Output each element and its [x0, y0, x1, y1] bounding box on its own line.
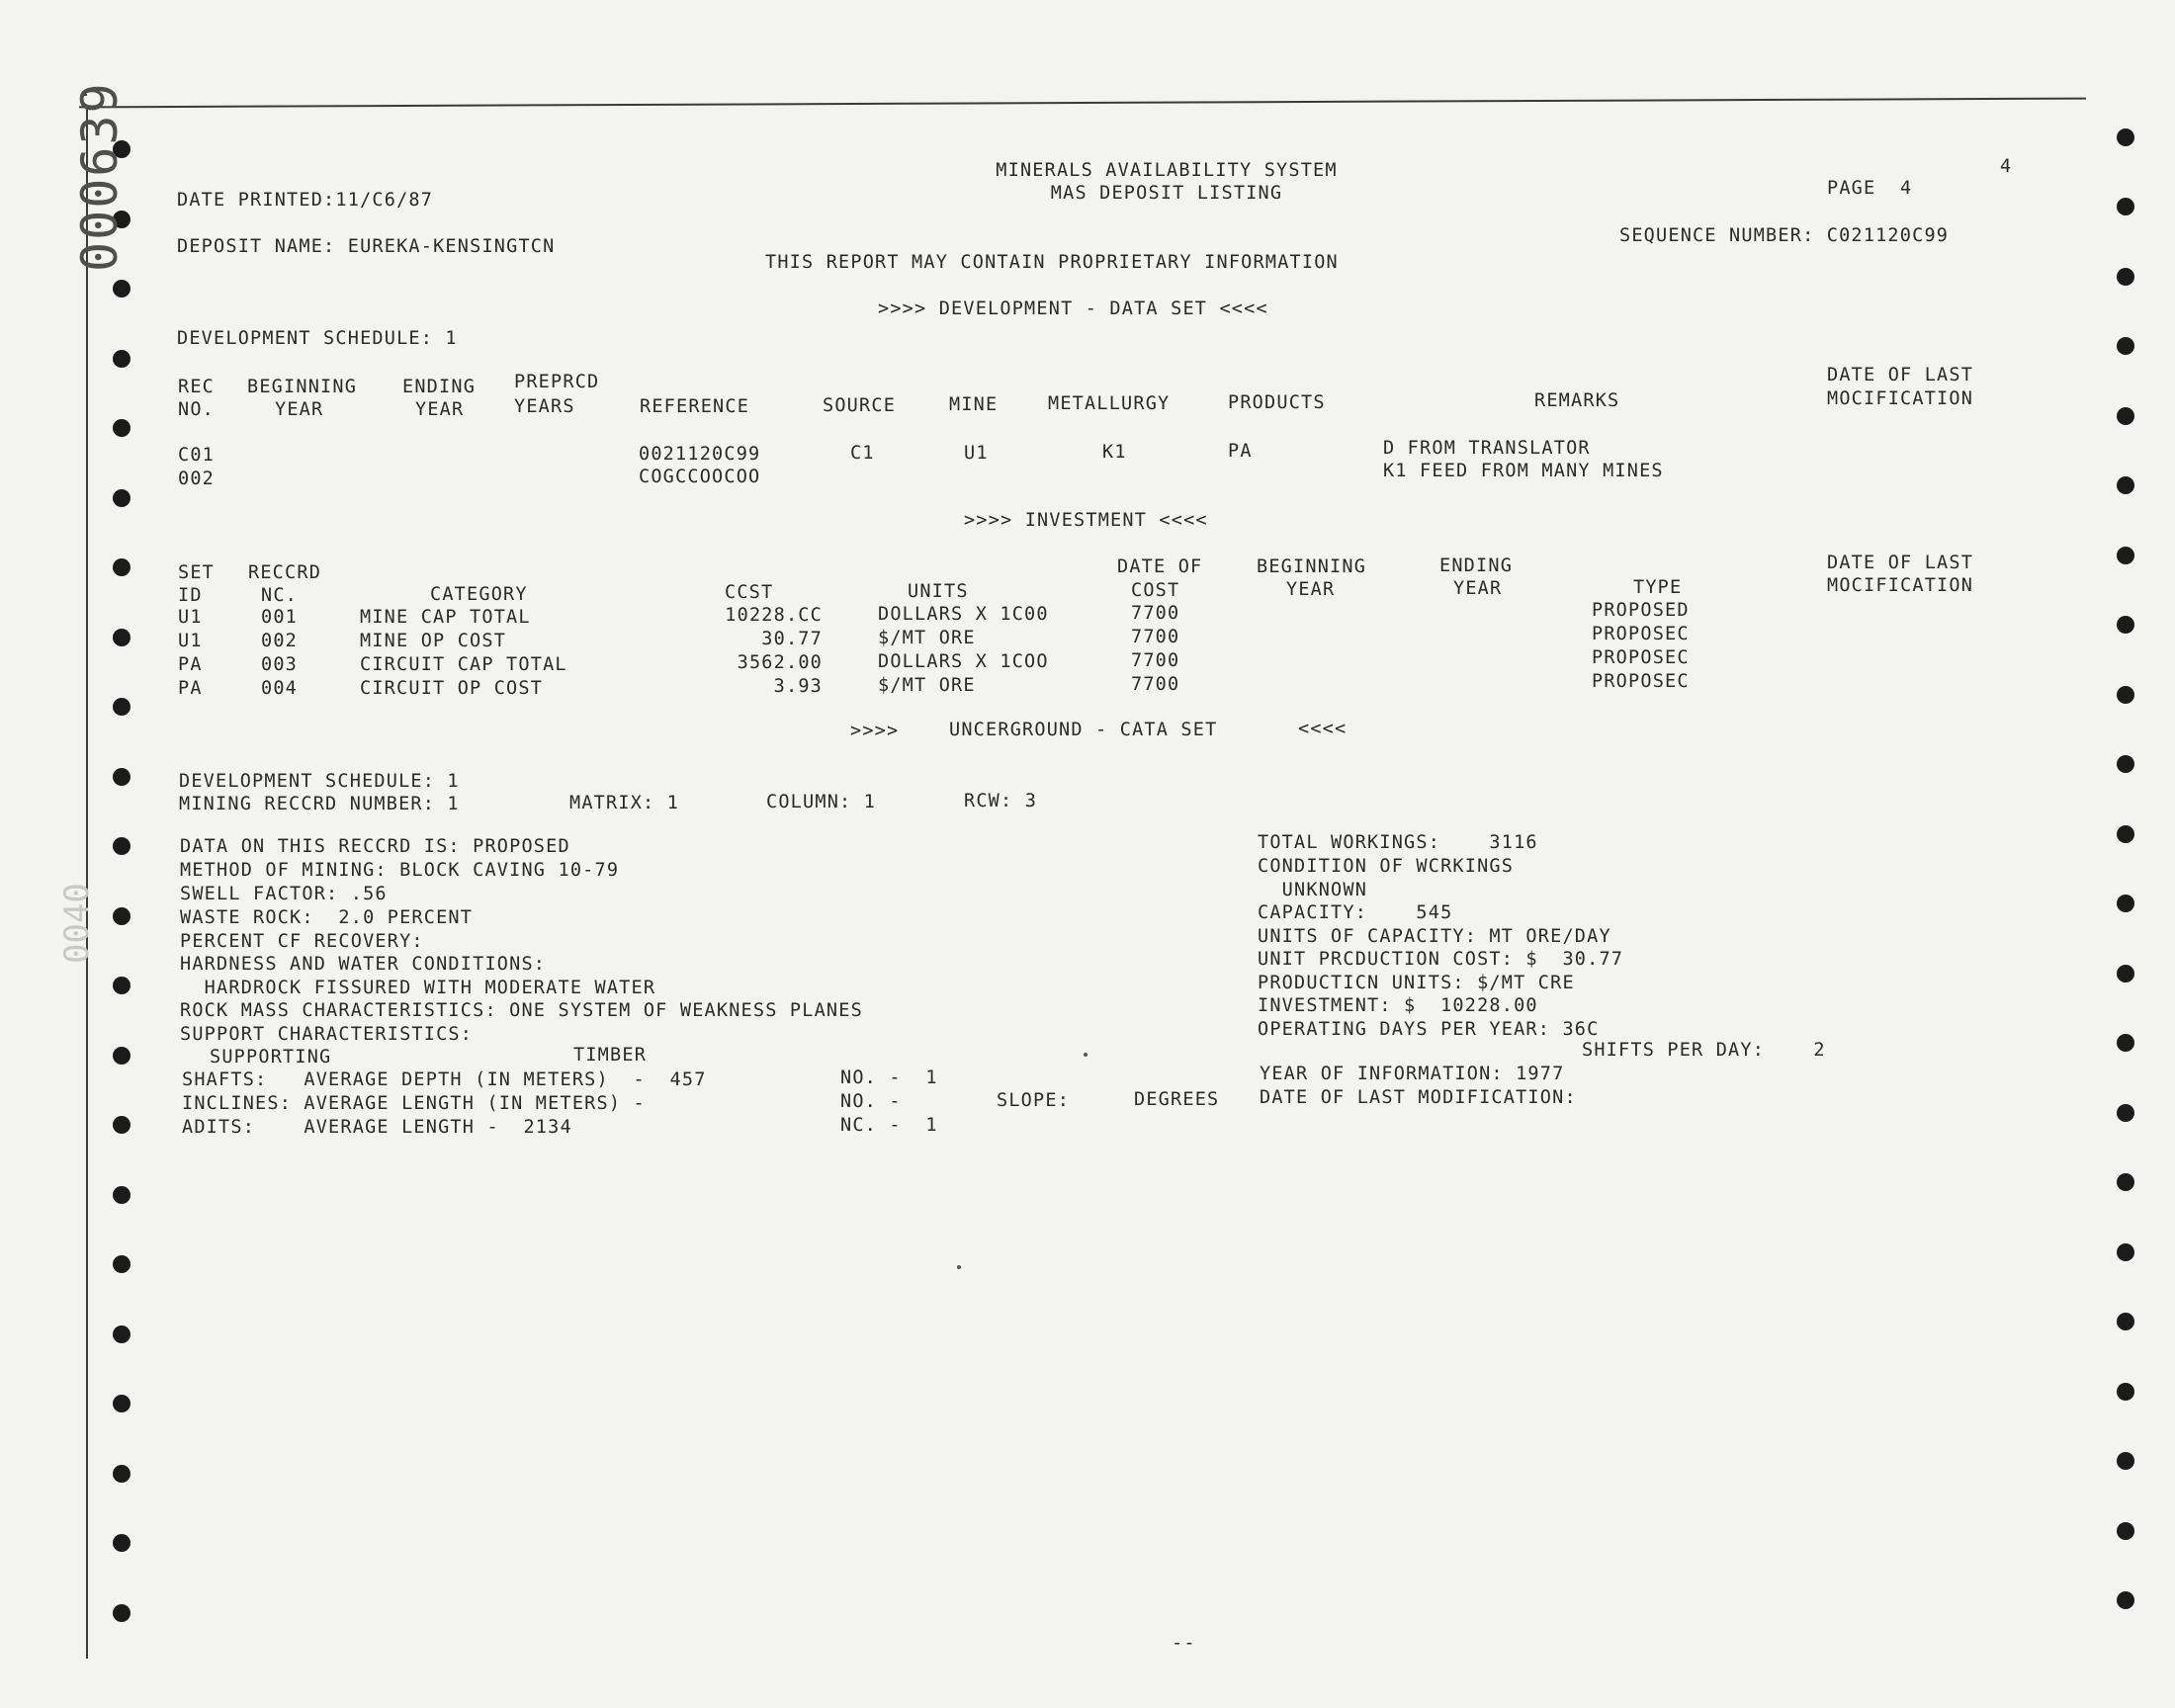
dev-col-reference: REFERENCE [640, 396, 750, 417]
dev-col-ending: ENDING [402, 377, 477, 397]
ug-summary-line: UNITS OF CAPACITY: MT ORE/DAY [1258, 926, 1611, 947]
dev-col-ending: YEAR [415, 399, 465, 420]
tractor-hole [113, 1116, 130, 1134]
ug-detail-line: HARDNESS AND WATER CONDITIONS: [180, 954, 547, 975]
tractor-hole [113, 1395, 130, 1412]
inv-cell-record: 004 [261, 678, 299, 699]
ug-summary-line: PRODUCTICN UNITS: $/MT CRE [1258, 973, 1575, 993]
tractor-hole [113, 1465, 130, 1483]
ug-detail-line: ROCK MASS CHARACTERISTICS: ONE SYSTEM OF WEAKNESS PLANES [180, 1000, 863, 1021]
tractor-hole [2117, 198, 2134, 215]
development-schedule: DEVELOPMENT SCHEDULE: 1 [177, 328, 458, 349]
mining-record-number: MINING RECCRD NUMBER: 1 [179, 794, 460, 814]
inv-cell-type: PROPOSEC [1592, 624, 1690, 644]
underground-section-title: UNCERGROUND - CATA SET [949, 720, 1218, 740]
inv-cell-date-cost: 7700 [1131, 627, 1180, 647]
ug-summary-line: TOTAL WORKINGS: 3116 [1258, 832, 1538, 853]
inv-cell-cost: 30.77 [761, 629, 823, 649]
inv-cell-units: $/MT ORE [878, 628, 976, 648]
tractor-hole [113, 1255, 130, 1273]
underground-title-left: >>>> [850, 721, 900, 741]
tractor-hole [2117, 1522, 2134, 1540]
tractor-hole [113, 698, 130, 716]
underground-title-right: <<<< [1298, 719, 1348, 739]
inv-cell-record: 003 [261, 654, 299, 675]
inv-cell-record: 002 [261, 631, 299, 651]
tractor-hole [2117, 547, 2134, 564]
ug-summary-line: OPERATING DAYS PER YEAR: 36C [1258, 1019, 1600, 1040]
dev-cell-rec: C01 [178, 445, 216, 466]
dev-col-source: SOURCE [823, 395, 897, 416]
inv-col-set: ID [178, 585, 203, 606]
support-label: SUPPORTING [210, 1047, 332, 1068]
inv-cell-type: PROPOSED [1592, 600, 1690, 621]
dev-cell-remarks: K1 FEED FROM MANY MINES [1383, 461, 1664, 481]
inv-cell-units: DOLLARS X 1COO [878, 651, 1049, 672]
inclines-slope: SLOPE: [997, 1090, 1071, 1111]
ug-detail-line: METHOD OF MINING: BLOCK CAVING 10-79 [180, 860, 620, 881]
ug-detail-line: PERCENT CF RECOVERY: [180, 931, 424, 952]
tractor-hole [2117, 1452, 2134, 1470]
dev-col-beginning: BEGINNING [247, 377, 358, 397]
inv-col-cost: CCST [725, 582, 774, 603]
adits-line: ADITS: AVERAGE LENGTH - 2134 [182, 1117, 572, 1138]
dev-col-preprod: PREPRCD [514, 372, 600, 392]
ug-summary-line: CONDITION OF WCRKINGS [1258, 856, 1515, 877]
ug-summary-line: UNIT PRCDUCTION COST: $ 30.77 [1258, 949, 1624, 970]
tractor-hole [113, 768, 130, 786]
inv-col-record: RECCRD [248, 562, 322, 583]
tractor-hole [2117, 1104, 2134, 1122]
tractor-hole [113, 558, 130, 576]
inv-col-ending: YEAR [1453, 578, 1503, 599]
dev-cell-remarks: D FROM TRANSLATOR [1383, 438, 1591, 459]
inv-cell-units: DOLLARS X 1C00 [878, 604, 1049, 625]
inv-cell-cost: 3.93 [773, 676, 823, 697]
dev-col-preprod: YEARS [514, 396, 575, 417]
tractor-hole [2117, 895, 2134, 912]
inv-col-date-last: DATE OF LAST [1827, 553, 1974, 573]
inv-cell-category: CIRCUIT OP COST [360, 678, 544, 699]
inv-cell-set: PA [178, 654, 203, 675]
tractor-hole [113, 350, 130, 368]
inv-cell-type: PROPOSEC [1592, 647, 1690, 668]
tractor-hole [113, 1186, 130, 1204]
inv-cell-cost: 10228.CC [725, 605, 823, 626]
tractor-hole [113, 1047, 130, 1065]
dev-col-date-last: MOCIFICATION [1827, 388, 1974, 409]
inv-cell-date-cost: 7700 [1131, 674, 1180, 695]
investment-section-title: >>>> INVESTMENT <<<< [964, 510, 1208, 531]
top-border-line [79, 98, 2086, 109]
proprietary-note: THIS REPORT MAY CONTAIN PROPRIETARY INFORMATION [765, 252, 1339, 273]
faint-margin-stamp: 0040 [57, 883, 97, 964]
tractor-hole [113, 489, 130, 507]
dev-cell-products: PA [1228, 441, 1253, 462]
shafts-count: NO. - 1 [840, 1068, 938, 1088]
inv-cell-record: 001 [261, 607, 299, 628]
tractor-hole [2117, 825, 2134, 843]
tractor-hole [113, 907, 130, 925]
inv-cell-set: U1 [178, 631, 203, 651]
deposit-name: DEPOSIT NAME: EUREKA-KENSINGTCN [177, 236, 556, 257]
dev-col-beginning: YEAR [275, 399, 324, 420]
report-title: MINERALS AVAILABILITY SYSTEM [996, 160, 1338, 181]
inv-col-ending: ENDING [1439, 555, 1514, 576]
inv-col-units: UNITS [908, 581, 969, 602]
dev-col-remarks: REMARKS [1534, 390, 1620, 411]
tractor-hole [113, 419, 130, 437]
dev-col-mine: MINE [949, 394, 999, 415]
inv-col-beginning: YEAR [1286, 579, 1336, 600]
support-value: TIMBER [573, 1045, 648, 1066]
tractor-hole [113, 1534, 130, 1552]
ug-summary-line: UNKNOWN [1258, 880, 1368, 900]
date-printed: DATE PRINTED:11/C6/87 [177, 190, 434, 211]
inv-col-type: TYPE [1633, 577, 1683, 598]
shafts-line: SHAFTS: AVERAGE DEPTH (IN METERS) - 457 [182, 1069, 707, 1090]
tractor-hole [2117, 476, 2134, 494]
inv-cell-date-cost: 7700 [1131, 603, 1180, 624]
ug-summary-line: CAPACITY: 545 [1258, 902, 1453, 923]
margin-stamp: 000639 [71, 81, 129, 272]
ink-speck [957, 1265, 961, 1269]
tractor-hole [113, 629, 130, 646]
tractor-hole [113, 280, 130, 298]
inclines-degrees: DEGREES [1134, 1089, 1220, 1110]
tractor-hole [2117, 686, 2134, 704]
inv-col-category: CATEGORY [430, 584, 528, 605]
dev-col-rec: REC [178, 377, 216, 397]
tractor-hole [113, 1325, 130, 1343]
inv-col-date-cost: DATE OF [1117, 556, 1203, 577]
inclines-line: INCLINES: AVERAGE LENGTH (IN METERS) - [182, 1093, 646, 1114]
dev-col-metallurgy: METALLURGY [1048, 393, 1171, 414]
ug-detail-line: WASTE ROCK: 2.0 PERCENT [180, 907, 474, 928]
page-label: PAGE 4 [1827, 178, 1913, 199]
dev-cell-source: C1 [850, 443, 875, 464]
inv-cell-type: PROPOSEC [1592, 671, 1690, 692]
underground-schedule: DEVELOPMENT SCHEDULE: 1 [179, 771, 460, 792]
inv-cell-category: CIRCUIT CAP TOTAL [360, 654, 567, 675]
tractor-hole [113, 977, 130, 994]
tractor-hole [113, 1604, 130, 1622]
inv-cell-set: PA [178, 678, 203, 699]
ug-detail-line: HARDROCK FISSURED WITH MODERATE WATER [180, 978, 656, 998]
ug-detail-line: DATA ON THIS RECCRD IS: PROPOSED [180, 836, 570, 857]
tractor-hole [2117, 128, 2134, 146]
tractor-hole [2117, 616, 2134, 634]
row-value: RCW: 3 [964, 791, 1038, 811]
footer-mark: -- [1172, 1633, 1196, 1654]
tractor-hole [2117, 407, 2134, 425]
inv-col-record: NC. [261, 585, 299, 606]
column-value: COLUMN: 1 [766, 792, 877, 812]
ink-speck [1084, 1053, 1088, 1057]
tractor-hole [113, 837, 130, 855]
inv-cell-set: U1 [178, 607, 203, 628]
dev-cell-metallurgy: K1 [1102, 442, 1127, 463]
tractor-hole [2117, 1591, 2134, 1609]
report-subtitle: MAS DEPOSIT LISTING [1050, 183, 1283, 204]
date-last-modification: DATE OF LAST MODIFICATION: [1260, 1087, 1577, 1108]
inv-col-date-last: MOCIFICATION [1827, 575, 1974, 596]
development-section-title: >>>> DEVELOPMENT - DATA SET <<<< [878, 299, 1268, 319]
inv-cell-cost: 3562.00 [737, 652, 823, 673]
ug-detail-line: SUPPORT CHARACTERISTICS: [180, 1024, 474, 1045]
shifts-per-day: SHIFTS PER DAY: 2 [1582, 1040, 1826, 1061]
inv-col-beginning: BEGINNING [1257, 556, 1367, 577]
dev-cell-reference: 0021120C99 [639, 444, 761, 465]
inv-cell-category: MINE CAP TOTAL [360, 607, 531, 628]
dev-col-products: PRODUCTS [1228, 392, 1326, 413]
year-of-information: YEAR OF INFORMATION: 1977 [1260, 1064, 1565, 1084]
sequence-number: SEQUENCE NUMBER: C021120C99 [1619, 225, 1950, 246]
dev-col-rec: NO. [178, 399, 216, 420]
inv-cell-date-cost: 7700 [1131, 650, 1180, 671]
tractor-hole [2117, 337, 2134, 355]
dev-cell-reference: COGCCOOCOO [639, 467, 761, 487]
tractor-hole [2117, 965, 2134, 982]
tractor-hole [2117, 755, 2134, 773]
tractor-hole [2117, 1243, 2134, 1261]
tractor-hole [2117, 1173, 2134, 1191]
tractor-hole [2117, 268, 2134, 286]
adits-count: NC. - 1 [840, 1115, 938, 1136]
inv-cell-category: MINE OP COST [360, 631, 507, 651]
page-corner-number: 4 [2000, 156, 2013, 177]
tractor-hole [2117, 1383, 2134, 1401]
tractor-hole [2117, 1034, 2134, 1052]
dev-cell-rec: 002 [178, 469, 216, 489]
tractor-hole [2117, 1313, 2134, 1330]
ug-detail-line: SWELL FACTOR: .56 [180, 884, 388, 904]
dev-col-date-last: DATE OF LAST [1827, 365, 1974, 385]
inv-col-set: SET [178, 562, 216, 583]
inclines-count: NO. - [840, 1091, 902, 1112]
inv-cell-units: $/MT ORE [878, 675, 976, 696]
matrix-value: MATRIX: 1 [569, 793, 680, 813]
ug-summary-line: INVESTMENT: $ 10228.00 [1258, 995, 1538, 1016]
inv-col-date-cost: COST [1131, 580, 1180, 601]
dev-cell-mine: U1 [964, 443, 989, 464]
